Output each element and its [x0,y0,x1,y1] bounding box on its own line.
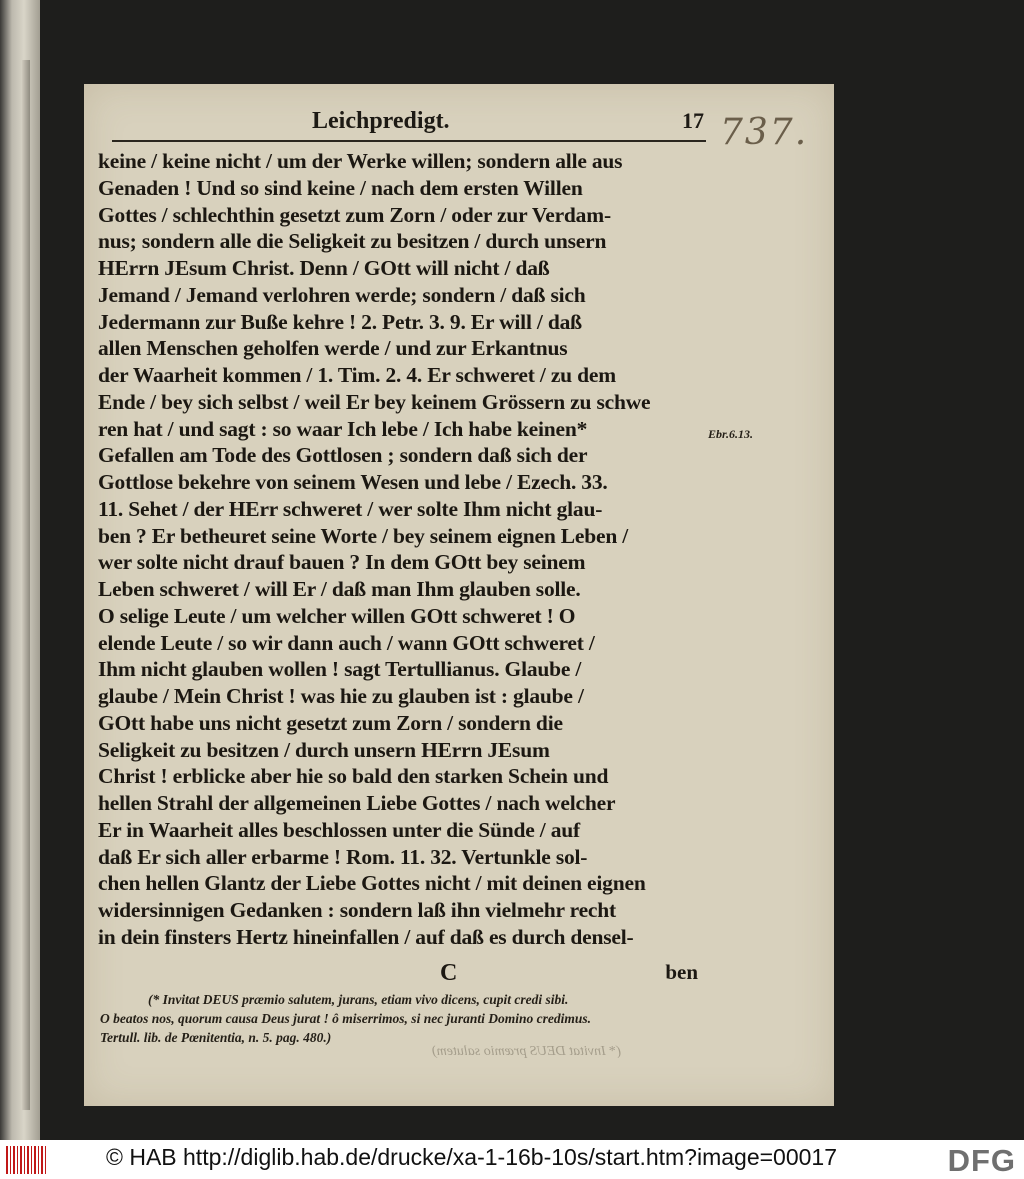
text-line: Jedermann zur Buße kehre ! 2. Petr. 3. 9. Er will / daß [98,309,582,334]
text-line: chen hellen Glantz der Liebe Gottes nicht / mit deinen eignen [98,871,646,896]
binding-edge [22,60,30,1110]
body-text [98,148,702,951]
copyright-link[interactable]: © HAB http://diglib.hab.de/drucke/xa-1-16b-10s/start.htm?image=00017 [106,1144,838,1170]
text-line: daß Er sich aller erbarme ! Rom. 11. 32. Vertunkle sol- [98,844,588,869]
text-line: elende Leute / so wir dann auch / wann GOtt schweret / [98,630,595,655]
text-line: O selige Leute / um welcher willen GOtt schweret ! O [98,603,576,628]
footnote-line: Tertull. lib. de Pœnitentia, n. 5. pag. 480.) [100,1030,332,1045]
text-line: hellen Strahl der allgemeinen Liebe Gottes / nach welcher [98,791,616,815]
dfg-logo: DFG [947,1143,1016,1178]
page-number: 17 [682,108,704,133]
hab-barcode-logo[interactable] [6,1146,46,1174]
footnote [100,990,704,1047]
text-line: widersinnigen Gedanken : sondern laß ihn vielmehr recht [98,898,616,922]
handwritten-folio-number: 737. [720,112,809,153]
footer-bar [0,1140,1024,1179]
text-line: Gefallen am Tode des Gottlosen ; sondern daß sich der [98,443,588,468]
text-line: GOtt habe uns nicht gesetzt zum Zorn / sondern die [98,710,563,735]
page-header [112,108,706,142]
text-line: Leben schweret / will Er / daß man Ihm glauben solle. [98,577,581,601]
show-through-text: (* Invitat DEUS præmio salutem) [432,1044,621,1059]
header-rule [112,140,706,142]
text-line: allen Menschen geholfen werde / und zur Erkantnus [98,336,568,361]
catchword: ben [665,960,698,984]
text-line: wer solte nicht drauf bauen ? In dem GOtt bey seinem [98,550,586,575]
signature-mark: C [440,960,458,986]
text-line: ren hat / und sagt : so waar Ich lebe / Ich habe keinen* [98,416,588,441]
text-line: Gottlose bekehre von seinem Wesen und lebe / Ezech. 33. [98,470,608,494]
text-line: Er in Waarheit alles beschlossen unter die Sünde / auf [98,817,580,842]
catchword-row [98,960,702,988]
text-line: Seligkeit zu besitzen / durch unsern HErrn JEsum [98,737,550,762]
text-line: nus; sondern alle die Seligkeit zu besitzen / durch unsern [98,229,607,254]
text-line: Genaden ! Und so sind keine / nach dem ersten Willen [98,175,583,200]
running-head: Leichpredigt. [312,108,450,134]
margin-note: Ebr.6.13. [708,427,754,441]
text-line: Ihm nicht glauben wollen ! sagt Tertullianus. Glaube / [98,657,582,682]
text-line: Jemand / Jemand verlohren werde; sondern / daß sich [98,282,586,307]
text-line: Ende / bey sich selbst / weil Er bey keinem Grössern zu schwe [98,389,651,414]
text-line: glaube / Mein Christ ! was hie zu glauben ist : glaube / [98,684,584,708]
text-line: ben ? Er betheuret seine Worte / bey seinem eignen Leben / [98,523,629,548]
footnote-line: (* Invitat DEUS præmio salutem, jurans, etiam vivo dicens, cupit credi sibi. [148,992,569,1007]
text-line: in dein finsters Hertz hineinfallen / auf daß es durch densel- [98,924,634,949]
text-line: Gottes / schlechthin gesetzt zum Zorn / oder zur Verdam- [98,202,611,227]
text-line: Christ ! erblicke aber hie so bald den starken Schein und [98,764,609,789]
text-line: keine / keine nicht / um der Werke willen; sondern alle aus [98,149,623,173]
adjacent-page-edge [0,0,40,1140]
text-line: der Waarheit kommen / 1. Tim. 2. 4. Er schweret / zu dem [98,363,616,387]
footnote-line: O beatos nos, quorum causa Deus jurat ! ô miserrimos, si nec juranti Domino credimus. [100,1011,591,1026]
text-line: 11. Sehet / der HErr schweret / wer solte Ihm nicht glau- [98,496,603,521]
text-line: HErrn JEsum Christ. Denn / GOtt will nicht / daß [98,256,550,280]
